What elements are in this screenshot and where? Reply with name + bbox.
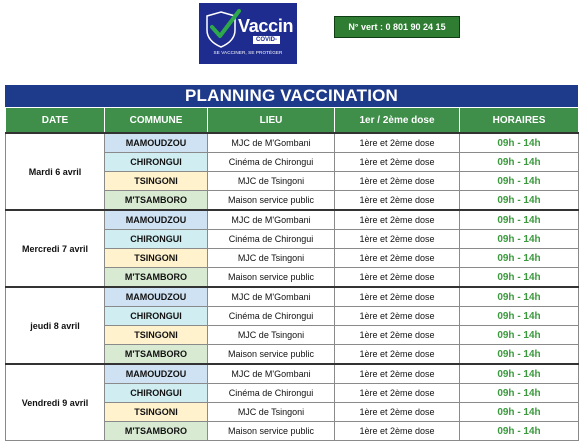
- table-row: [6, 364, 579, 384]
- dose-cell: 1ère et 2ème dose: [335, 230, 460, 249]
- date-cell: Mercredi 7 avril: [6, 210, 105, 287]
- lieu-cell: MJC de Tsingoni: [208, 326, 335, 345]
- dose-cell: 1ère et 2ème dose: [335, 268, 460, 288]
- commune-cell: MAMOUDZOU: [105, 210, 208, 230]
- column-header-date: DATE: [6, 108, 105, 134]
- logo-tagline: SE VACCINER, SE PROTÉGER: [213, 50, 283, 55]
- commune-cell: MAMOUDZOU: [105, 133, 208, 153]
- date-cell: Vendredi 9 avril: [6, 364, 105, 441]
- commune-cell: CHIRONGUI: [105, 153, 208, 172]
- logo-word: Vaccin: [238, 16, 294, 36]
- commune-cell: TSINGONI: [105, 249, 208, 268]
- commune-cell: M'TSAMBORO: [105, 345, 208, 365]
- horaires-cell: 09h - 14h: [460, 153, 579, 172]
- commune-cell: MAMOUDZOU: [105, 364, 208, 384]
- column-header-horaires: HORAIRES: [460, 108, 579, 134]
- dose-cell: 1ère et 2ème dose: [335, 364, 460, 384]
- dose-cell: 1ère et 2ème dose: [335, 172, 460, 191]
- lieu-cell: Maison service public: [208, 191, 335, 211]
- commune-cell: M'TSAMBORO: [105, 191, 208, 211]
- commune-cell: TSINGONI: [105, 403, 208, 422]
- commune-cell: MAMOUDZOU: [105, 287, 208, 307]
- column-header-lieu: LIEU: [208, 108, 335, 134]
- commune-cell: TSINGONI: [105, 326, 208, 345]
- horaires-cell: 09h - 14h: [460, 287, 579, 307]
- lieu-cell: MJC de M'Gombani: [208, 364, 335, 384]
- table-header-row: [6, 108, 579, 134]
- dose-cell: 1ère et 2ème dose: [335, 133, 460, 153]
- table-row: [6, 287, 579, 307]
- page-title: PLANNING VACCINATION: [5, 85, 578, 107]
- horaires-cell: 09h - 14h: [460, 384, 579, 403]
- horaires-cell: 09h - 14h: [460, 326, 579, 345]
- lieu-cell: Cinéma de Chirongui: [208, 230, 335, 249]
- dose-cell: 1ère et 2ème dose: [335, 403, 460, 422]
- dose-cell: 1ère et 2ème dose: [335, 307, 460, 326]
- dose-cell: 1ère et 2ème dose: [335, 422, 460, 441]
- dose-cell: 1ère et 2ème dose: [335, 249, 460, 268]
- commune-cell: CHIRONGUI: [105, 307, 208, 326]
- lieu-cell: MJC de Tsingoni: [208, 249, 335, 268]
- horaires-cell: 09h - 14h: [460, 210, 579, 230]
- horaires-cell: 09h - 14h: [460, 345, 579, 365]
- lieu-cell: Cinéma de Chirongui: [208, 307, 335, 326]
- commune-cell: CHIRONGUI: [105, 230, 208, 249]
- horaires-cell: 09h - 14h: [460, 172, 579, 191]
- horaires-cell: 09h - 14h: [460, 268, 579, 288]
- dose-cell: 1ère et 2ème dose: [335, 191, 460, 211]
- lieu-cell: MJC de M'Gombani: [208, 210, 335, 230]
- dose-cell: 1ère et 2ème dose: [335, 345, 460, 365]
- lieu-cell: Maison service public: [208, 422, 335, 441]
- dose-cell: 1ère et 2ème dose: [335, 287, 460, 307]
- commune-cell: CHIRONGUI: [105, 384, 208, 403]
- column-header-dose: 1er / 2ème dose: [335, 108, 460, 134]
- dose-cell: 1ère et 2ème dose: [335, 153, 460, 172]
- table-row: [6, 133, 579, 153]
- schedule-body: [6, 133, 579, 441]
- hotline-badge: N° vert : 0 801 90 24 15: [334, 16, 460, 38]
- lieu-cell: MJC de Tsingoni: [208, 403, 335, 422]
- dose-cell: 1ère et 2ème dose: [335, 210, 460, 230]
- date-cell: jeudi 8 avril: [6, 287, 105, 364]
- table-row: [6, 210, 579, 230]
- horaires-cell: 09h - 14h: [460, 191, 579, 211]
- lieu-cell: Maison service public: [208, 345, 335, 365]
- vaccin-covid-logo: [199, 3, 297, 64]
- commune-cell: M'TSAMBORO: [105, 422, 208, 441]
- lieu-cell: Cinéma de Chirongui: [208, 153, 335, 172]
- horaires-cell: 09h - 14h: [460, 422, 579, 441]
- commune-cell: M'TSAMBORO: [105, 268, 208, 288]
- horaires-cell: 09h - 14h: [460, 230, 579, 249]
- horaires-cell: 09h - 14h: [460, 249, 579, 268]
- column-header-commune: COMMUNE: [105, 108, 208, 134]
- dose-cell: 1ère et 2ème dose: [335, 326, 460, 345]
- logo-subtitle: COVID-19: [253, 36, 280, 44]
- date-cell: Mardi 6 avril: [6, 133, 105, 210]
- lieu-cell: Maison service public: [208, 268, 335, 288]
- horaires-cell: 09h - 14h: [460, 364, 579, 384]
- lieu-cell: MJC de M'Gombani: [208, 133, 335, 153]
- horaires-cell: 09h - 14h: [460, 133, 579, 153]
- lieu-cell: Cinéma de Chirongui: [208, 384, 335, 403]
- lieu-cell: MJC de Tsingoni: [208, 172, 335, 191]
- commune-cell: TSINGONI: [105, 172, 208, 191]
- horaires-cell: 09h - 14h: [460, 307, 579, 326]
- dose-cell: 1ère et 2ème dose: [335, 384, 460, 403]
- vaccination-schedule-table: [5, 107, 579, 441]
- lieu-cell: MJC de M'Gombani: [208, 287, 335, 307]
- horaires-cell: 09h - 14h: [460, 403, 579, 422]
